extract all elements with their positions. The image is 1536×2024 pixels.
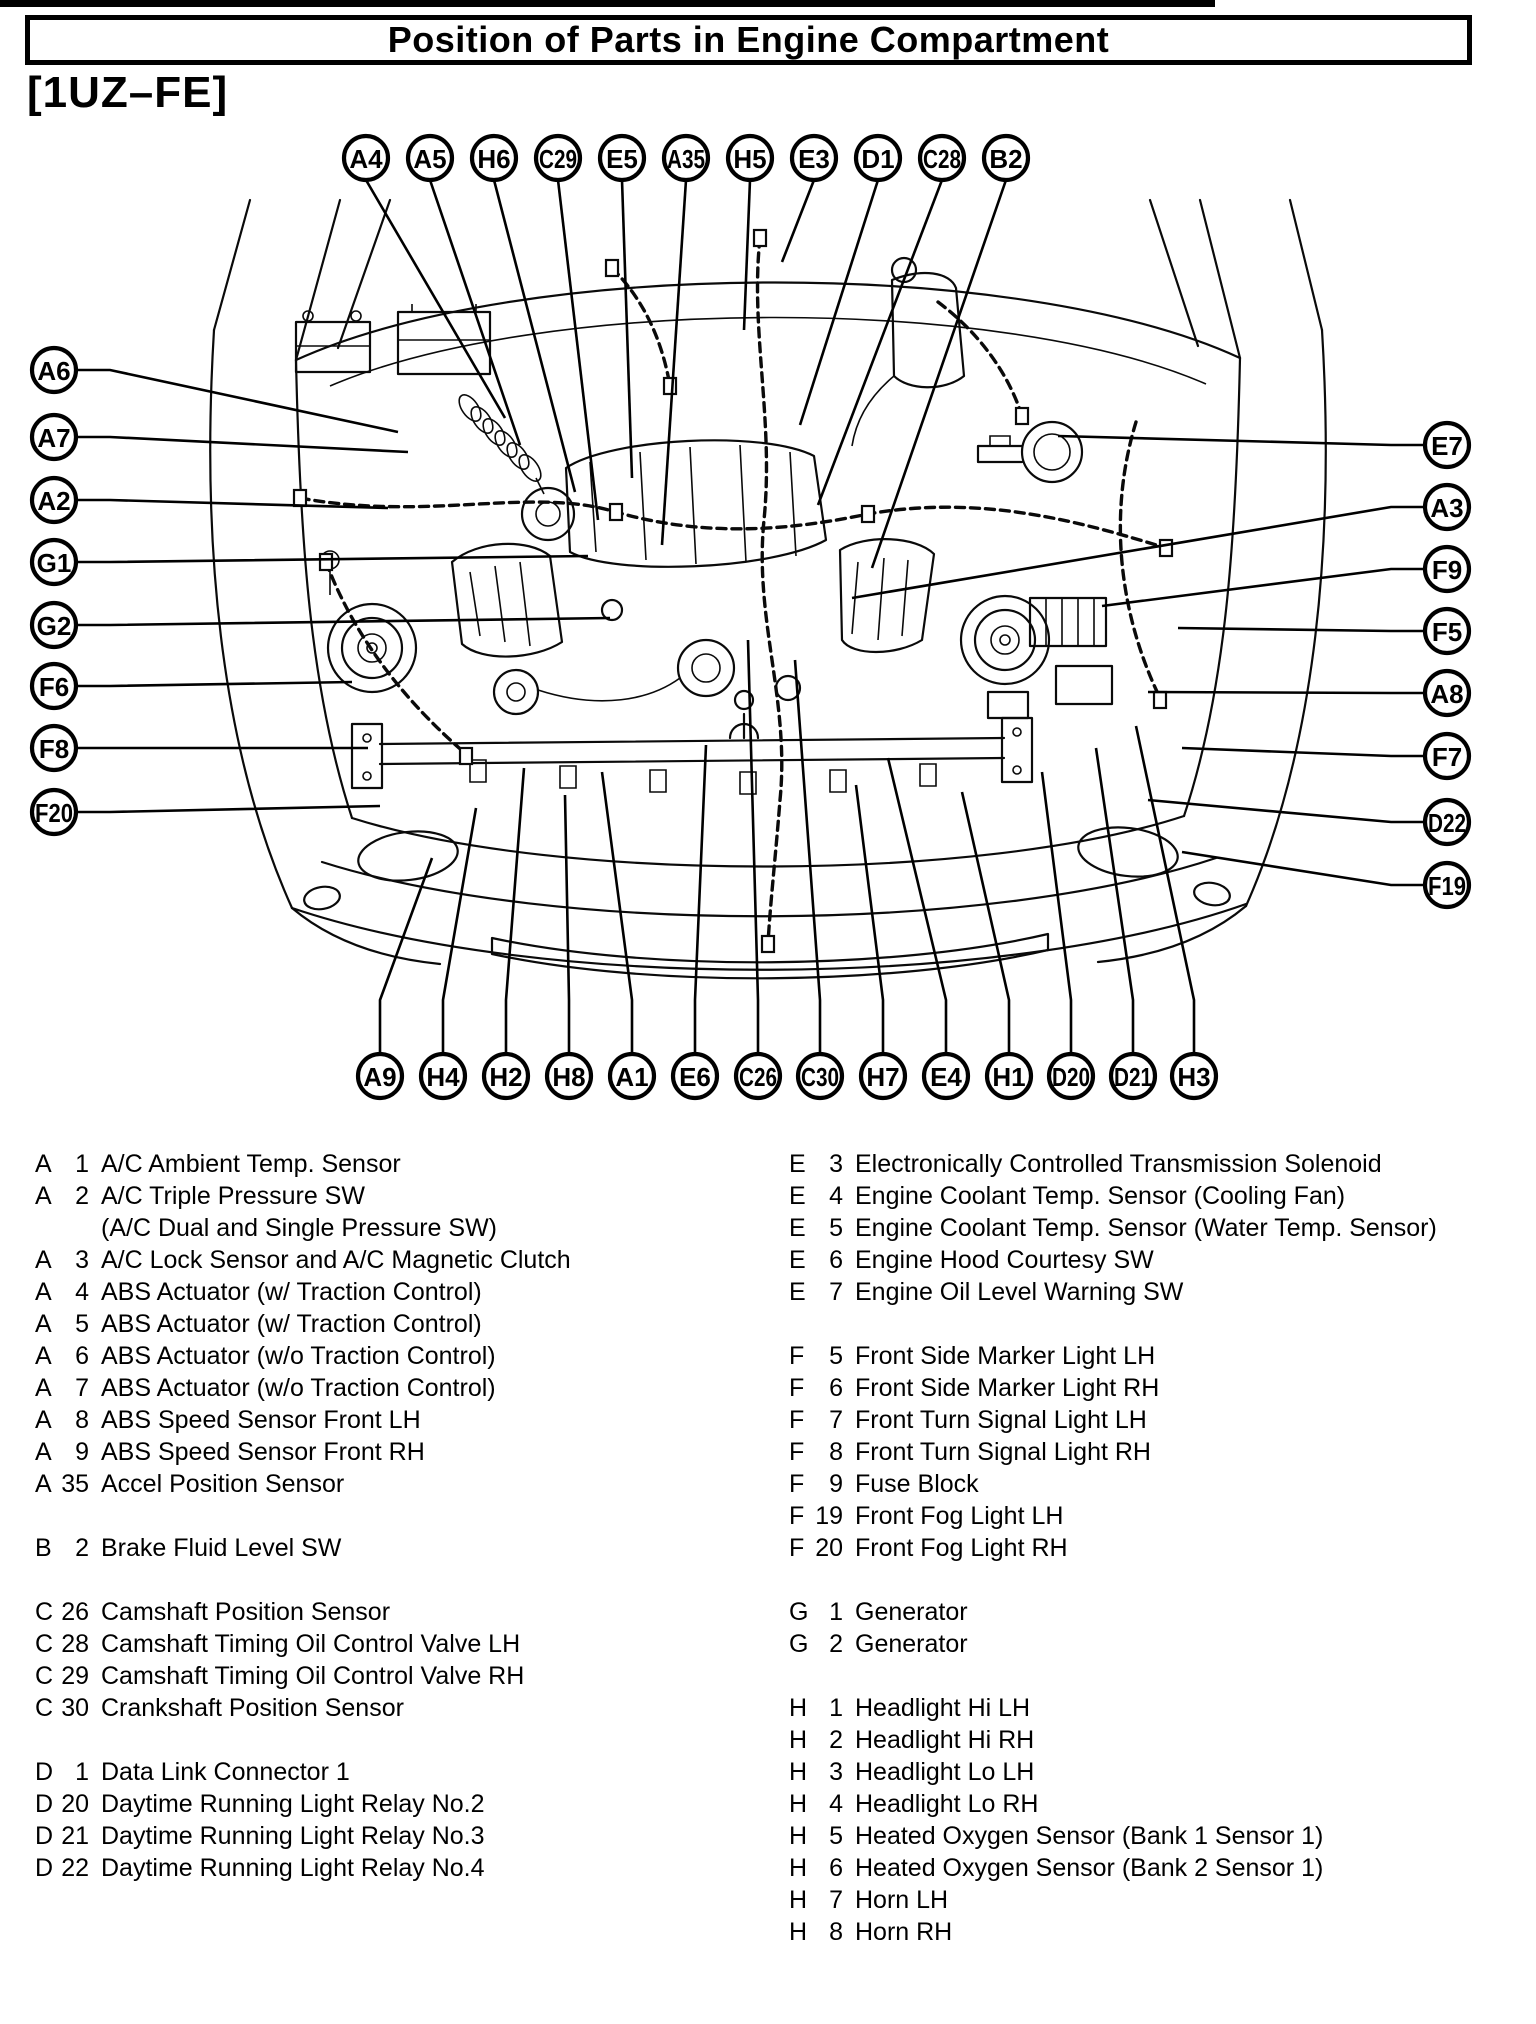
legend-row [789, 1404, 1437, 1436]
leader-line [1148, 692, 1425, 693]
legend-row [35, 1372, 571, 1404]
leader-line [1182, 748, 1425, 756]
part-description: Engine Coolant Temp. Sensor (Water Temp. Sensor) [855, 1214, 1437, 1242]
callout-h8 [547, 795, 591, 1098]
legend-group [35, 1756, 571, 1884]
part-code-number: 7 [829, 1406, 843, 1434]
leader-line [565, 795, 569, 1054]
legend-row [789, 1596, 1437, 1628]
part-description: Engine Coolant Temp. Sensor (Cooling Fan) [855, 1182, 1346, 1210]
callout-f8 [32, 726, 368, 770]
part-code-letter: C [35, 1598, 54, 1626]
part-code-letter: C [35, 1694, 54, 1722]
part-code-letter: E [789, 1278, 806, 1306]
callout-e5 [600, 136, 644, 478]
part-description: Daytime Running Light Relay No.2 [101, 1790, 485, 1818]
callout-g2 [32, 603, 610, 647]
leader-line [506, 768, 524, 1054]
part-code-letter: E [789, 1150, 806, 1178]
part-code-number: 3 [829, 1758, 843, 1786]
radiator-support [352, 691, 1032, 794]
callout-label: A8 [1430, 679, 1464, 709]
callout-f6 [32, 664, 352, 708]
part-code-number: 8 [75, 1406, 89, 1434]
callout-label: E3 [798, 144, 830, 174]
callout-h4 [421, 808, 476, 1098]
part-code-letter: H [789, 1822, 808, 1850]
legend-row [789, 1692, 1437, 1724]
part-code-letter: F [789, 1470, 805, 1498]
part-code-letter: B [35, 1534, 52, 1562]
leader-line [1148, 800, 1425, 822]
part-code-letter: H [789, 1694, 808, 1722]
legend-row [35, 1244, 571, 1276]
part-description: Headlight Lo RH [855, 1790, 1039, 1818]
part-description: Heated Oxygen Sensor (Bank 1 Sensor 1) [855, 1822, 1324, 1850]
callout-label: H8 [552, 1062, 586, 1092]
callout-h7 [856, 785, 905, 1098]
part-code-number: 30 [61, 1694, 89, 1722]
part-code-number: 5 [829, 1342, 843, 1370]
callout-label: F19 [1428, 871, 1466, 901]
part-code-number: 1 [829, 1598, 843, 1626]
callout-a35 [662, 136, 708, 545]
callout-label: A3 [1430, 493, 1464, 523]
engine-bay-sketch [210, 200, 1326, 978]
part-code-number: 1 [75, 1150, 89, 1178]
part-description: Front Fog Light RH [855, 1534, 1068, 1562]
part-code-number: 4 [75, 1278, 89, 1306]
part-code-letter: F [789, 1406, 805, 1434]
part-description: Camshaft Position Sensor [101, 1598, 391, 1626]
part-code-number: 8 [829, 1918, 843, 1946]
part-code-letter: D [35, 1790, 54, 1818]
part-code-number: 4 [829, 1182, 843, 1210]
part-code-number: 29 [61, 1662, 89, 1690]
part-description: Engine Hood Courtesy SW [855, 1246, 1154, 1274]
part-description: Engine Oil Level Warning SW [855, 1278, 1184, 1306]
part-code-letter: A [35, 1150, 52, 1178]
callout-label: G2 [36, 611, 72, 641]
leader-line [1096, 748, 1133, 1054]
callout-label: D22 [1428, 808, 1466, 838]
part-code-number: 2 [75, 1534, 89, 1562]
legend-row [35, 1852, 571, 1884]
callout-label: F20 [35, 798, 73, 828]
legend-row [35, 1596, 571, 1628]
callout-label: F7 [1431, 742, 1463, 772]
part-code-number: 8 [829, 1438, 843, 1466]
callout-layer [32, 136, 1469, 1098]
callout-label: F5 [1431, 617, 1463, 647]
legend-row [35, 1308, 571, 1340]
callout-f19 [1182, 852, 1469, 907]
leader-line [744, 180, 750, 330]
callout-label: A1 [615, 1062, 649, 1092]
callout-label: E7 [1431, 431, 1463, 461]
leader-line [852, 507, 1425, 598]
part-code-number: 6 [829, 1854, 843, 1882]
callout-h2 [484, 768, 528, 1098]
callout-label: A6 [37, 356, 71, 386]
callout-a5 [408, 136, 520, 445]
part-code-letter: A [35, 1470, 52, 1498]
callout-label: C29 [539, 144, 577, 174]
leader-line [1042, 772, 1071, 1054]
part-code-letter: H [789, 1886, 808, 1914]
part-code-number: 5 [75, 1310, 89, 1338]
legend-group [789, 1692, 1437, 1948]
part-code-number: 22 [61, 1854, 89, 1882]
legend-group [789, 1596, 1437, 1660]
part-code-number: 4 [829, 1790, 843, 1818]
part-code-letter: A [35, 1406, 52, 1434]
part-code-letter: G [789, 1598, 809, 1626]
part-description: Camshaft Timing Oil Control Valve RH [101, 1662, 525, 1690]
leader-line [1178, 628, 1425, 631]
legend-row [789, 1500, 1437, 1532]
callout-a9 [358, 858, 432, 1098]
legend-row [35, 1276, 571, 1308]
leader-line [76, 618, 610, 625]
legend-group [35, 1532, 571, 1564]
leader-line [558, 180, 598, 520]
part-code-letter [35, 1212, 57, 1244]
callout-label: H1 [992, 1062, 1026, 1092]
part-description: Horn RH [855, 1918, 953, 1946]
part-code-number: 1 [75, 1758, 89, 1786]
strut-towers [328, 596, 1049, 692]
part-code-number: 35 [61, 1470, 89, 1498]
leader-line [366, 180, 505, 418]
page-title: Position of Parts in Engine Compartment [387, 19, 1110, 60]
legend-group [35, 1148, 571, 1500]
part-code-letter: C [35, 1630, 54, 1658]
car-body-outline [210, 200, 1326, 978]
legend-group [789, 1340, 1437, 1564]
legend-column-left [35, 1148, 571, 1884]
callout-label: H2 [489, 1062, 523, 1092]
callout-label: D21 [1114, 1062, 1152, 1092]
part-code-letter: H [789, 1918, 808, 1946]
callout-a8 [1148, 671, 1469, 715]
legend-row [789, 1532, 1437, 1564]
legend-row [35, 1628, 571, 1660]
callout-label: A5 [413, 144, 447, 174]
legend-row [789, 1244, 1437, 1276]
part-code-number: 5 [829, 1822, 843, 1850]
part-description: Fuse Block [855, 1470, 979, 1498]
callout-label: C30 [801, 1062, 839, 1092]
legend-row [35, 1468, 571, 1500]
part-code-letter: E [789, 1182, 806, 1210]
part-code-number: 20 [61, 1790, 89, 1818]
callout-label: E6 [679, 1062, 711, 1092]
part-code-number: 3 [829, 1150, 843, 1178]
part-description: Front Side Marker Light LH [855, 1342, 1156, 1370]
part-code-number: 19 [815, 1502, 843, 1530]
part-code-letter: F [789, 1342, 805, 1370]
callout-label: G1 [36, 548, 72, 578]
part-code-letter: H [789, 1758, 808, 1786]
callout-g1 [32, 540, 588, 584]
part-code-number: 6 [829, 1246, 843, 1274]
callout-label: A35 [667, 144, 705, 174]
part-code-letter: F [789, 1438, 805, 1466]
leader-line [1136, 726, 1194, 1054]
part-code-letter: D [35, 1854, 54, 1882]
callout-h3 [1136, 726, 1216, 1098]
part-description: A/C Triple Pressure SW [101, 1182, 365, 1210]
part-code-number: 1 [829, 1694, 843, 1722]
callout-label: D20 [1052, 1062, 1090, 1092]
legend-row [789, 1628, 1437, 1660]
part-code-letter: F [789, 1502, 805, 1530]
legend-row [789, 1852, 1437, 1884]
part-code-letter: A [35, 1246, 52, 1274]
part-description: Front Side Marker Light RH [855, 1374, 1160, 1402]
callout-label: C28 [923, 144, 961, 174]
legend-row [789, 1212, 1437, 1244]
legend-row [35, 1660, 571, 1692]
part-description: ABS Actuator (w/ Traction Control) [101, 1310, 482, 1338]
legend-row [789, 1340, 1437, 1372]
callout-label: H5 [733, 144, 767, 174]
callout-label: E5 [606, 144, 638, 174]
legend-row [789, 1884, 1437, 1916]
callout-f9 [1102, 547, 1469, 606]
part-code-number: 5 [829, 1214, 843, 1242]
part-description: Data Link Connector 1 [101, 1758, 350, 1786]
leader-line [856, 785, 883, 1054]
part-code-letter: A [35, 1310, 52, 1338]
callout-d21 [1096, 748, 1155, 1098]
part-code-letter: A [35, 1182, 52, 1210]
part-code-letter: A [35, 1374, 52, 1402]
part-code-letter: D [35, 1822, 54, 1850]
leader-line [782, 180, 814, 262]
part-description: ABS Speed Sensor Front LH [101, 1406, 421, 1434]
part-code-letter: G [789, 1630, 809, 1658]
legend-row [35, 1532, 571, 1564]
part-description: Generator [855, 1630, 968, 1658]
leader-line [1182, 852, 1425, 885]
callout-e3 [782, 136, 836, 262]
part-code-number: 20 [815, 1534, 843, 1562]
part-code-number: 3 [75, 1246, 89, 1274]
callout-label: A9 [363, 1062, 397, 1092]
legend-row [35, 1180, 571, 1212]
callout-label: B2 [989, 144, 1023, 174]
leader-line [1058, 436, 1425, 445]
part-description: Brake Fluid Level SW [101, 1534, 342, 1562]
part-code-letter: F [789, 1534, 805, 1562]
callout-f7 [1182, 734, 1469, 778]
leader-line [76, 437, 408, 452]
accessory-components [296, 258, 1112, 718]
leader-line [962, 792, 1009, 1054]
part-description: Horn LH [855, 1886, 949, 1914]
callout-label: H4 [426, 1062, 460, 1092]
callout-label: C26 [739, 1062, 777, 1092]
engine-code-label: [1UZ–FE] [27, 68, 229, 117]
part-description: Crankshaft Position Sensor [101, 1694, 404, 1722]
part-code-letter: A [35, 1438, 52, 1466]
callout-label: F6 [38, 672, 70, 702]
part-code-letter: H [789, 1726, 808, 1754]
callout-label: E4 [930, 1062, 962, 1092]
legend-row [789, 1276, 1437, 1308]
leader-line [695, 745, 706, 1054]
part-description: A/C Ambient Temp. Sensor [101, 1150, 401, 1178]
callout-label: F9 [1431, 555, 1463, 585]
legend-column-right [789, 1148, 1437, 1948]
part-code-letter: C [35, 1662, 54, 1690]
part-code-number: 2 [829, 1726, 843, 1754]
callout-e7 [1058, 423, 1469, 467]
part-code-number: 7 [829, 1886, 843, 1914]
callout-label: A7 [37, 423, 71, 453]
legend-row [789, 1788, 1437, 1820]
part-code-number: 21 [61, 1822, 89, 1850]
part-code-letter: A [35, 1278, 52, 1306]
part-code-number: 2 [75, 1182, 89, 1210]
legend-row [789, 1436, 1437, 1468]
legend-row [789, 1468, 1437, 1500]
legend-row [35, 1820, 571, 1852]
callout-label: A4 [349, 144, 383, 174]
part-code-letter: H [789, 1854, 808, 1882]
engine-block [452, 391, 934, 714]
callout-a1 [602, 772, 654, 1098]
part-description: Front Turn Signal Light LH [855, 1406, 1147, 1434]
leader-line [76, 370, 398, 432]
legend-row [35, 1788, 571, 1820]
part-code-number: 7 [75, 1374, 89, 1402]
legend-row [789, 1148, 1437, 1180]
leader-line [622, 180, 632, 478]
part-description: ABS Actuator (w/ Traction Control) [101, 1278, 482, 1306]
part-code-number [57, 1212, 89, 1244]
callout-label: H6 [477, 144, 511, 174]
legend-row [35, 1148, 571, 1180]
leader-line [76, 806, 380, 812]
callout-f20 [32, 790, 380, 834]
callout-label: H7 [866, 1062, 900, 1092]
part-code-number: 9 [829, 1470, 843, 1498]
legend-row [789, 1916, 1437, 1948]
part-description: (A/C Dual and Single Pressure SW) [101, 1214, 497, 1242]
part-description: Accel Position Sensor [101, 1470, 345, 1498]
part-code-number: 9 [75, 1438, 89, 1466]
part-code-number: 6 [829, 1374, 843, 1402]
part-code-letter: H [789, 1790, 808, 1818]
callout-a6 [32, 348, 398, 432]
legend-row [789, 1820, 1437, 1852]
callout-label: A2 [37, 486, 71, 516]
callout-h1 [962, 792, 1031, 1098]
part-description: ABS Speed Sensor Front RH [101, 1438, 425, 1466]
legend-group [35, 1596, 571, 1724]
part-description: Generator [855, 1598, 968, 1626]
part-code-letter: E [789, 1246, 806, 1274]
part-code-letter: E [789, 1214, 806, 1242]
leader-line [795, 660, 820, 1054]
part-description: Headlight Hi LH [855, 1694, 1031, 1722]
part-description: Electronically Controlled Transmission Solenoid [855, 1150, 1382, 1178]
leader-line [76, 500, 388, 508]
leader-line [76, 682, 352, 686]
legend-row [35, 1340, 571, 1372]
legend-row [35, 1692, 571, 1724]
part-description: Front Fog Light LH [855, 1502, 1064, 1530]
legend-row [789, 1724, 1437, 1756]
part-description: Headlight Lo LH [855, 1758, 1035, 1786]
callout-label: H3 [1177, 1062, 1211, 1092]
callout-e4 [888, 758, 968, 1098]
part-code-number: 28 [61, 1630, 89, 1658]
legend-row [35, 1212, 571, 1244]
part-code-number: 2 [829, 1630, 843, 1658]
legend-row [789, 1372, 1437, 1404]
part-description: ABS Actuator (w/o Traction Control) [101, 1374, 496, 1402]
leader-line [818, 180, 942, 505]
part-code-number: 26 [61, 1598, 89, 1626]
part-code-letter: F [789, 1374, 805, 1402]
leader-line [1102, 569, 1425, 606]
callout-c30 [795, 660, 842, 1098]
part-code-number: 7 [829, 1278, 843, 1306]
part-code-number: 6 [75, 1342, 89, 1370]
part-description: Camshaft Timing Oil Control Valve LH [101, 1630, 521, 1658]
callout-b2 [872, 136, 1028, 568]
leader-line [800, 180, 878, 425]
legend-group [789, 1148, 1437, 1308]
part-description: A/C Lock Sensor and A/C Magnetic Clutch [101, 1246, 571, 1274]
callout-label: F8 [38, 734, 70, 764]
legend-row [35, 1436, 571, 1468]
legend-row [35, 1404, 571, 1436]
legend-row [35, 1756, 571, 1788]
callout-e6 [673, 745, 717, 1098]
leader-line [888, 758, 946, 1054]
callout-d20 [1042, 772, 1093, 1098]
callout-d22 [1148, 800, 1469, 844]
part-description: ABS Actuator (w/o Traction Control) [101, 1342, 496, 1370]
part-description: Front Turn Signal Light RH [855, 1438, 1151, 1466]
part-description: Daytime Running Light Relay No.4 [101, 1854, 485, 1882]
callout-label: D1 [861, 144, 895, 174]
legend-row [789, 1756, 1437, 1788]
part-code-letter: D [35, 1758, 54, 1786]
part-description: Heated Oxygen Sensor (Bank 2 Sensor 1) [855, 1854, 1324, 1882]
part-code-letter: A [35, 1342, 52, 1370]
part-description: Daytime Running Light Relay No.3 [101, 1822, 485, 1850]
part-description: Headlight Hi RH [855, 1726, 1035, 1754]
legend-row [789, 1180, 1437, 1212]
